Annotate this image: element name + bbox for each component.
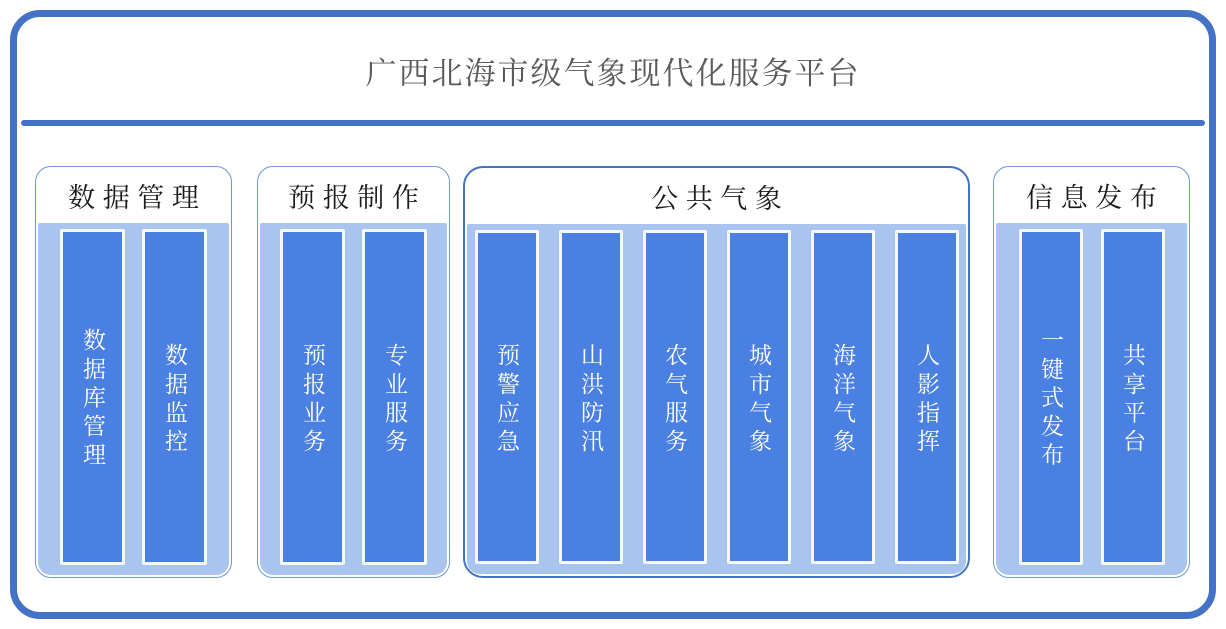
group-public-meteorology <box>463 166 970 578</box>
module-warning-emergency <box>475 230 539 564</box>
module-sharing-platform <box>1101 229 1165 565</box>
module-marine-meteorology <box>811 230 875 564</box>
module-urban-meteorology-label: 城市气象 <box>746 342 771 457</box>
group-header-forecast-production: 预报制作 <box>288 182 427 213</box>
module-agro-meteorology-service-label: 农气服务 <box>662 342 687 457</box>
group-data-management <box>35 166 232 578</box>
module-forecast-operations-label: 预报业务 <box>300 342 325 457</box>
group-forecast-production <box>257 166 450 578</box>
module-sharing-platform-label: 共享平台 <box>1120 342 1145 457</box>
module-weather-modification-command <box>895 230 959 564</box>
module-data-monitoring <box>142 229 207 565</box>
module-flash-flood-control <box>559 230 623 564</box>
module-database-management <box>60 229 125 565</box>
module-weather-modification-command-label: 人影指挥 <box>914 342 939 457</box>
module-database-management-label: 数据库管理 <box>80 328 105 472</box>
module-agro-meteorology-service <box>643 230 707 564</box>
module-professional-services <box>362 229 427 565</box>
module-warning-emergency-label: 预警应急 <box>494 342 519 457</box>
group-information-release <box>993 166 1190 578</box>
group-header-information-release: 信息发布 <box>1026 182 1165 213</box>
module-data-monitoring-label: 数据监控 <box>162 342 187 457</box>
group-header-public-meteorology: 公共气象 <box>651 183 790 214</box>
group-panel-information-release <box>996 223 1187 575</box>
module-urban-meteorology <box>727 230 791 564</box>
module-flash-flood-control-label: 山洪防汛 <box>578 342 603 457</box>
group-panel-forecast-production <box>260 223 447 575</box>
group-panel-public-meteorology <box>467 224 966 574</box>
module-professional-services-label: 专业服务 <box>382 342 407 457</box>
module-one-click-release <box>1019 229 1083 565</box>
title-divider <box>21 120 1205 126</box>
module-one-click-release-label: 一键式发布 <box>1038 328 1063 472</box>
module-marine-meteorology-label: 海洋气象 <box>830 342 855 457</box>
module-forecast-operations <box>280 229 345 565</box>
group-panel-data-management <box>38 223 229 575</box>
group-header-data-management: 数据管理 <box>68 182 207 213</box>
platform-title: 广西北海市级气象现代化服务平台 <box>365 56 861 91</box>
